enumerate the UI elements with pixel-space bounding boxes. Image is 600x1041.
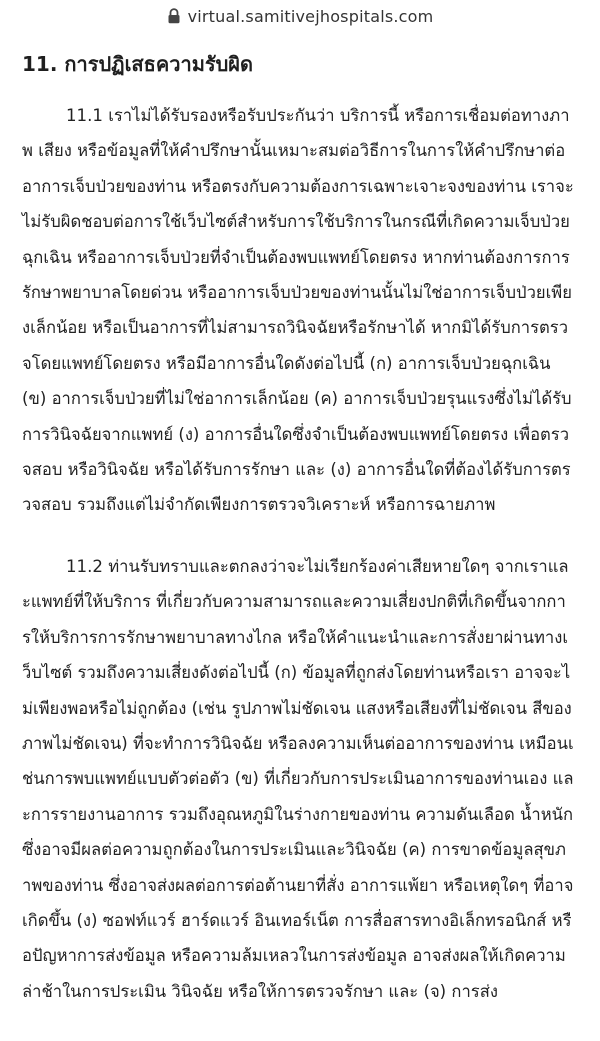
lock-icon (167, 8, 181, 24)
paragraph-11-2: 11.2 ท่านรับทราบและตกลงว่าจะไม่เรียกร้องค่าเสียหายใดๆ จากเราและแพทย์ที่ให้บริการ ที่เกี่ยวกับความสามารถและความเสี่ยงปกติที่เกิดขึ้นจากการให้บริการการรักษาพยาบาลทางไกล หรือให้คำแนะนำและการสั่งยาผ่านทางเว็บไซต์ รวมถึงความเสี่ยงดังต่อไปนี้ (ก) ข้อมูลที่ถูกส่งโดยท่านหรือเรา อาจจะไม่เพียงพอหรือไม่ถูกต้อง (เช่น รูปภาพไม่ชัดเจน แสงหรือเสียงที่ไม่ชัดเจน สีของภาพไม่ชัดเจน) ที่จะทำการวินิจฉัย หรือลงความเห็นต่ออาการของท่าน เหมือนเช่นการพบแพทย์แบบตัวต่อตัว (ข) ที่เกี่ยวกับการประเมินอาการของท่านเอง และการรายงานอาการ รวมถึงอุณหภูมิในร่างกายของท่าน ความดันเลือด น้ำหนัก ซึ่งอาจมีผลต่อความถูกต้องในการประเมินและวินิจฉัย (ค) การขาดข้อมูลสุขภาพของท่าน ซึ่งอาจส่งผลต่อการต่อต้านยาที่สั่ง อาการแพ้ยา หรือเหตุใดๆ ที่อาจเกิดขึ้น (ง) ซอฟท์แวร์ ฮาร์ดแวร์ อินเทอร์เน็ต การสื่อสารทางอิเล็กทรอนิกส์ หรือปัญหาการส่งข้อมูล หรือความล้มเหลวในการส่งข้อมูล อาจส่งผลให้เกิดความล่าช้าในการประเมิน วินิจฉัย หรือให้การตรวจรักษา และ (จ) การส่ง (22, 556, 574, 1001)
paragraph-11-1: 11.1 เราไม่ได้รับรองหรือรับประกันว่า บริการนี้ หรือการเชื่อมต่อทางภาพ เสียง หรือข้อมูลที่ให้คำปรึกษานั้นเหมาะสมต่อวิธีการในการให้คำปรึกษาต่ออาการเจ็บป่วยของท่าน หรือตรงกับความต้องการเฉพาะเจาะจงของท่าน เราจะไม่รับผิดชอบต่อการใช้เว็บไซต์สำหรับการใช้บริการในกรณีที่เกิดความเจ็บป่วยฉุกเฉิน หรืออาการเจ็บป่วยที่จำเป็นต้องพบแพทย์โดยตรง หากท่านต้องการการรักษาพยาบาลโดยด่วน หรืออาการเจ็บป่วยของท่านนั้นไม่ใช่อาการเจ็บป่วยเพียงเล็กน้อย หรือเป็นอาการที่ไม่สามารถวินิจฉัยหรือรักษาได้ หากมิได้รับการตรวจโดยแพทย์โดยตรง หรือมีอาการอื่นใดดังต่อไปนี้ (ก) อาการเจ็บป่วยฉุกเฉิน (ข) อาการเจ็บป่วยที่ไม่ใช่อาการเล็กน้อย (ค) อาการเจ็บป่วยรุนแรงซึ่งไม่ได้รับการวินิจฉัยจากแพทย์ (ง) อาการอื่นใดซึ่งจำเป็นต้องพบแพทย์โดยตรง เพื่อตรวจสอบ หรือวินิจฉัย หรือได้รับการรักษา และ (ง) อาการอื่นใดที่ต้องได้รับการตรวจสอบ รวมถึงแต่ไม่จำกัดเพียงการตรวจวิเคราะห์ หรือการฉายภาพ (22, 106, 574, 515)
address-bar[interactable] (0, 0, 600, 32)
section-title: 11. การปฏิเสธความรับผิด (22, 52, 254, 76)
url-text: virtual.samitivejhospitals.com (187, 6, 434, 26)
page-content (0, 32, 600, 1009)
